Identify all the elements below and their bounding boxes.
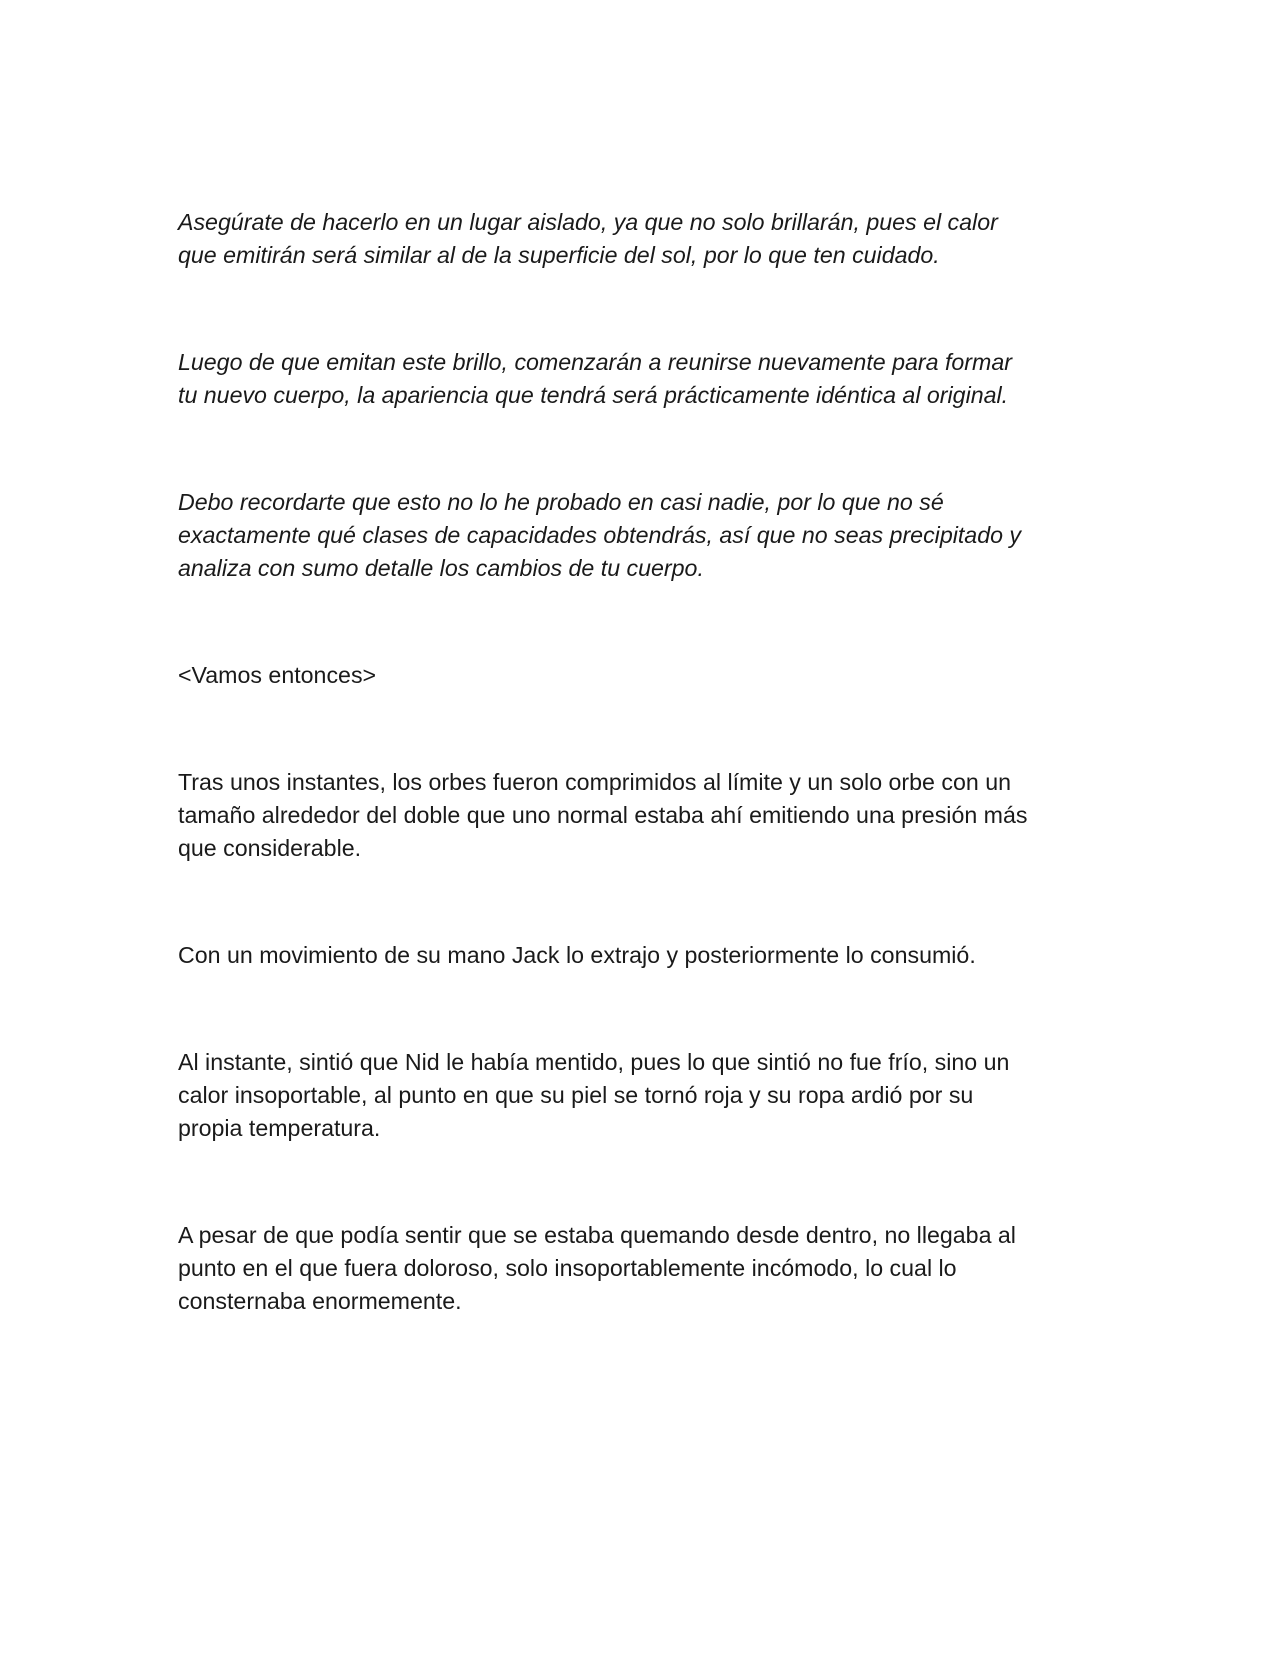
paragraph-line: analiza con sumo detalle los cambios de tu cuerpo. [178, 555, 704, 581]
paragraph-line: tu nuevo cuerpo, la apariencia que tendrá será prácticamente idéntica al original. [178, 382, 1009, 408]
paragraph-line: Debo recordarte que esto no lo he probado en casi nadie, por lo que no sé [178, 489, 944, 515]
paragraph-8 [178, 1219, 1118, 1318]
paragraph-line: consternaba enormemente. [178, 1288, 462, 1314]
paragraph-7 [178, 1046, 1118, 1145]
paragraph-1 [178, 206, 1118, 272]
paragraph-line: <Vamos entonces> [178, 662, 377, 688]
paragraph-5 [178, 766, 1118, 865]
paragraph-3 [178, 486, 1118, 585]
paragraph-line: tamaño alrededor del doble que uno normal estaba ahí emitiendo una presión más [178, 802, 1028, 828]
paragraph-6 [178, 939, 1118, 972]
paragraph-line: exactamente qué clases de capacidades obtendrás, así que no seas precipitado y [178, 522, 1022, 548]
paragraph-4 [178, 659, 1118, 692]
paragraph-line: que considerable. [178, 835, 362, 861]
paragraph-line: Con un movimiento de su mano Jack lo extrajo y posteriormente lo consumió. [178, 942, 976, 968]
paragraph-line: Al instante, sintió que Nid le había mentido, pues lo que sintió no fue frío, sino un [178, 1049, 1010, 1075]
paragraph-line: que emitirán será similar al de la superficie del sol, por lo que ten cuidado. [178, 242, 940, 268]
paragraph-line: propia temperatura. [178, 1115, 381, 1141]
paragraph-line: calor insoportable, al punto en que su piel se tornó roja y su ropa ardió por su [178, 1082, 974, 1108]
document-body [178, 206, 1118, 1392]
paragraph-2 [178, 346, 1118, 412]
paragraph-line: punto en el que fuera doloroso, solo insoportablemente incómodo, lo cual lo [178, 1255, 957, 1281]
paragraph-line: Tras unos instantes, los orbes fueron comprimidos al límite y un solo orbe con un [178, 769, 1012, 795]
paragraph-line: Luego de que emitan este brillo, comenzarán a reunirse nuevamente para formar [178, 349, 1012, 375]
paragraph-line: Asegúrate de hacerlo en un lugar aislado, ya que no solo brillarán, pues el calor [178, 209, 998, 235]
paragraph-line: A pesar de que podía sentir que se estaba quemando desde dentro, no llegaba al [178, 1222, 1016, 1248]
